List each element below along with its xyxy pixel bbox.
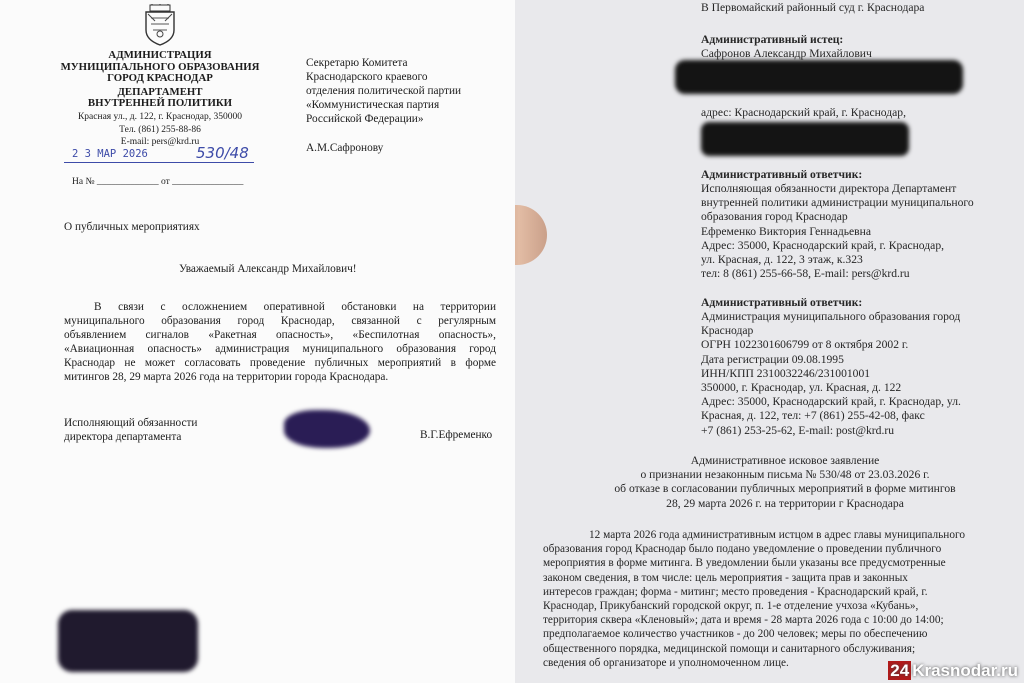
claim-line: территория сквера «Кленовый»; дата и время - 28 марта 2026 года с 10:00 до 14:00; — [543, 614, 944, 627]
recipient-line: «Коммунистическая партия — [306, 99, 440, 111]
claim-line: интересов граждан; форма - митинг; место проведения - Краснодарский край, г. — [543, 585, 928, 598]
signer-name: В.Г.Ефременко — [420, 429, 493, 441]
body-line: Краснодар не может согласовать проведение публичных мероприятий в форме — [64, 357, 496, 369]
claim-line: образования город Краснодар было подано уведомление о проведении публичного — [543, 543, 942, 556]
org-line: АДМИНИСТРАЦИЯ — [108, 49, 212, 61]
body-line: муниципального образования город Краснодар, связанной с регулярным — [64, 315, 496, 327]
claim-body — [543, 528, 1019, 670]
defendant2-line: Адрес: 35000, Краснодарский край, г. Краснодар, ул. — [701, 395, 961, 409]
org-phone: Тел. (861) 255-88-86 — [119, 124, 201, 135]
org-line: МУНИЦИПАЛЬНОГО ОБРАЗОВАНИЯ — [60, 60, 260, 73]
org-line: ГОРОД КРАСНОДАР — [107, 72, 213, 84]
defendant2-line: 350000, г. Краснодар, ул. Красная, д. 122 — [701, 381, 902, 395]
claim-title-line: Административное исковое заявление — [690, 454, 880, 467]
claim-title-line: 28, 29 марта 2026 г. на территории г Краснодара — [666, 496, 904, 510]
defendant2-line: Дата регистрации 09.08.1995 — [701, 352, 844, 366]
body-line: объявлением сигналов «Ракетная опасность», «Беспилотная опасность», — [64, 329, 496, 341]
claim-line: мероприятия в форме митинга. В уведомлении были указаны все предусмотренные — [543, 557, 946, 570]
recipient-block — [306, 56, 461, 126]
defendant1-line: внутренней политики администрации муниципального — [701, 196, 974, 210]
org-line: ДЕПАРТАМЕНТ — [117, 85, 203, 98]
outgoing-number: 530/48 — [196, 144, 249, 162]
city-coat-of-arms-icon — [143, 4, 177, 46]
signer-title-line: директора департамента — [64, 431, 182, 443]
court-name: В Первомайский районный суд г. Краснодара — [701, 1, 925, 14]
lawsuit-page — [515, 0, 1024, 683]
defendant2-line: ОГРН 1022301606799 от 8 октября 2002 г. — [701, 338, 909, 352]
defendant2-line: Администрация муниципального образования город — [701, 310, 961, 323]
redacted-plaintiff-contacts — [675, 60, 963, 94]
claim-line: предполагаемое количество участников - до 200 человек; меры по обеспечению — [543, 628, 928, 641]
defendant2-line: Краснодар — [701, 324, 754, 338]
claim-line: сведения об организаторе и уполномоченном лице. — [543, 656, 789, 669]
defendant1-block — [701, 182, 974, 281]
recipient-name: А.М.Сафронову — [306, 142, 384, 154]
reference-line: На № _____________ от _______________ — [72, 177, 244, 187]
recipient-line: отделения политической партии — [306, 85, 462, 97]
watermark-prefix: 24 — [890, 661, 910, 680]
body-line: «Авиационная опасность» администрация муниципального образования город — [64, 343, 496, 355]
signer-title — [64, 416, 197, 444]
stamp-underline — [64, 162, 254, 163]
redacted-signature — [284, 410, 370, 448]
org-line: ВНУТРЕННЕЙ ПОЛИТИКИ — [87, 97, 233, 109]
defendant2-block — [701, 310, 961, 438]
letter-greeting: Уважаемый Александр Михайлович! — [179, 263, 357, 275]
claim-line: Краснодар, Прикубанский городской округ, п. 1-е отделение учхоза «Кубань», — [543, 600, 919, 613]
org-email: E-mail: pers@krd.ru — [120, 137, 200, 147]
redacted-plaintiff-address — [701, 122, 909, 156]
signer-title-line: Исполняющий обязанности — [64, 417, 198, 429]
defendant1-line: Исполняющая обязанности директора Департамент — [701, 182, 957, 195]
defendant2-heading: Административный ответчик: — [701, 296, 863, 309]
claim-title — [555, 454, 1015, 511]
defendant1-heading: Административный ответчик: — [701, 168, 863, 181]
body-line: митингов 28, 29 марта 2026 года на территории города Краснодара. — [64, 371, 389, 383]
org-header — [60, 50, 260, 110]
org-address: Красная ул., д. 122, г. Краснодар, 350000 — [77, 112, 243, 122]
defendant2-line: +7 (861) 253-25-62, E-mail: post@krd.ru — [701, 423, 895, 437]
defendant2-line: ИНН/КПП 2310032246/231001001 — [701, 366, 871, 380]
watermark-text: Krasnodar.ru — [912, 661, 1018, 680]
defendant2-line: Красная, д. 122, тел: +7 (861) 255-42-08, факс — [701, 409, 925, 423]
claim-line: законом сведения, в том числе: цель мероприятия - защита прав и законных — [543, 571, 908, 584]
plaintiff-name: Сафронов Александр Михайлович — [701, 47, 872, 60]
defendant1-line: ул. Красная, д. 122, 3 этаж, к.323 — [701, 253, 863, 267]
plaintiff-heading: Административный истец: — [701, 33, 844, 46]
defendant1-line: Ефременко Виктория Геннадьевна — [701, 224, 871, 238]
claim-line: 12 марта 2026 года административным истцом в адрес главы муниципального — [589, 529, 965, 541]
claim-line: общественного порядка, медицинской помощи и санитарного обслуживания; — [543, 642, 916, 655]
recipient-line: Секретарю Комитета — [306, 57, 408, 69]
redacted-executor-block — [58, 610, 198, 672]
org-contacts — [55, 111, 265, 149]
recipient-line: Российской Федерации» — [306, 113, 424, 125]
recipient-line: Краснодарского краевого — [306, 71, 428, 83]
defendant1-line: тел: 8 (861) 255-66-58, E-mail: pers@krd.ru — [701, 267, 910, 281]
letter-subject: О публичных мероприятиях — [64, 221, 200, 233]
letter-body — [64, 300, 496, 384]
claim-title-line: о признании незаконным письма № 530/48 от 23.03.2026 г. — [640, 468, 930, 482]
thumb — [515, 205, 547, 265]
received-date-stamp: 2 3 МАР 2026 — [72, 148, 148, 160]
site-watermark[interactable] — [888, 661, 1018, 681]
claim-title-line: об отказе в согласовании публичных мероприятий в форме митингов — [614, 482, 956, 496]
body-line: В связи с осложнением оперативной обстановки на территории — [94, 301, 496, 313]
defendant1-line: образования город Краснодар — [701, 210, 848, 224]
defendant1-line: Адрес: 35000, Краснодарский край, г. Краснодар, — [701, 238, 945, 252]
plaintiff-address: адрес: Краснодарский край, г. Краснодар, — [701, 106, 907, 119]
